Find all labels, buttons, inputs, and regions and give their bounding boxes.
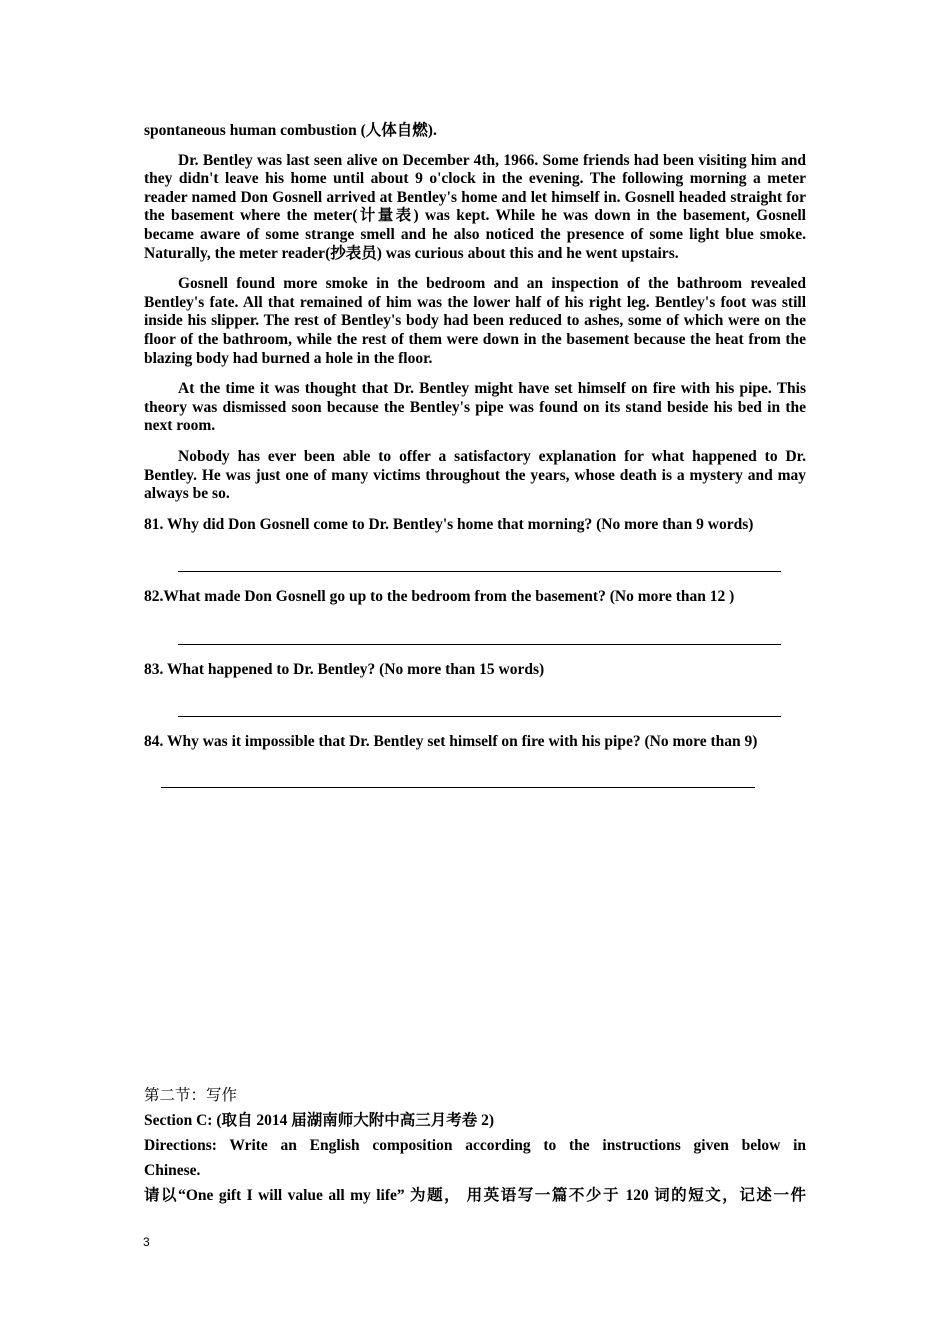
paragraph: Gosnell found more smoke in the bedroom and an inspection of the bathroom revealed Bentley's fate. All that remained of him was the lower half of his right leg. Bentley's foot was still inside his slipper. The rest of Bentley's body had been reduced to ashes, some of which were on the floor of the bathroom, while the rest of them were down in the basement because the heat from the blazing body had burned a hole in the floor. [144,275,806,367]
answer-line-84[interactable] [161,787,755,788]
paragraph: Nobody has ever been able to offer a satisfactory explanation for what happened to Dr. Bentley. He was just one of many victims throughout the years, whose death is a mystery and may always be so. [144,447,806,503]
section-heading: 第二节：写作 [144,1087,238,1104]
question-82: 82.What made Don Gosnell go up to the bedroom from the basement? (No more than 12 ) [144,588,735,606]
directions-line-2: Chinese. [144,1162,201,1179]
directions-line-1: Directions: Write an English composition according to the instructions given below in [144,1137,806,1154]
paragraph: Dr. Bentley was last seen alive on December 4th, 1966. Some friends had been visiting him and they didn't leave his home until about 9 o'clock in the evening. The following morning a meter reader named Don Gosnell arrived at Bentley's home and let himself in. Gosnell headed straight for the basement where the meter(计量表) was kept. While he was down in the basement, Gosnell became aware of some strange smell and he also noticed the presence of some light blue smoke. Naturally, the meter reader(抄表员) was curious about this and he went upstairs. [144,151,806,262]
question-83: 83. What happened to Dr. Bentley? (No more than 15 words) [144,660,545,678]
paragraph: At the time it was thought that Dr. Bentley might have set himself on fire with his pipe. This theory was dismissed soon because the Bentley's pipe was found on its stand beside his bed in the next room. [144,380,806,435]
paragraph: spontaneous human combustion (人体自燃). [144,122,437,139]
question-81: 81. Why did Don Gosnell come to Dr. Bentley's home that morning? (No more than 9 words) [144,515,754,533]
page-number: 3 [143,1235,150,1249]
question-84: 84. Why was it impossible that Dr. Bentley set himself on fire with his pipe? (No more than 9) [144,733,758,751]
writing-prompt: 请以“One gift I will value all my life” 为题， 用英语写一篇不少于 120 词的短文，记述一件 [144,1187,806,1204]
writing-section [144,1083,806,1208]
section-c-title: Section C: (取自 2014 届湖南师大附中高三月考卷 2) [144,1112,495,1129]
passage [144,122,806,788]
